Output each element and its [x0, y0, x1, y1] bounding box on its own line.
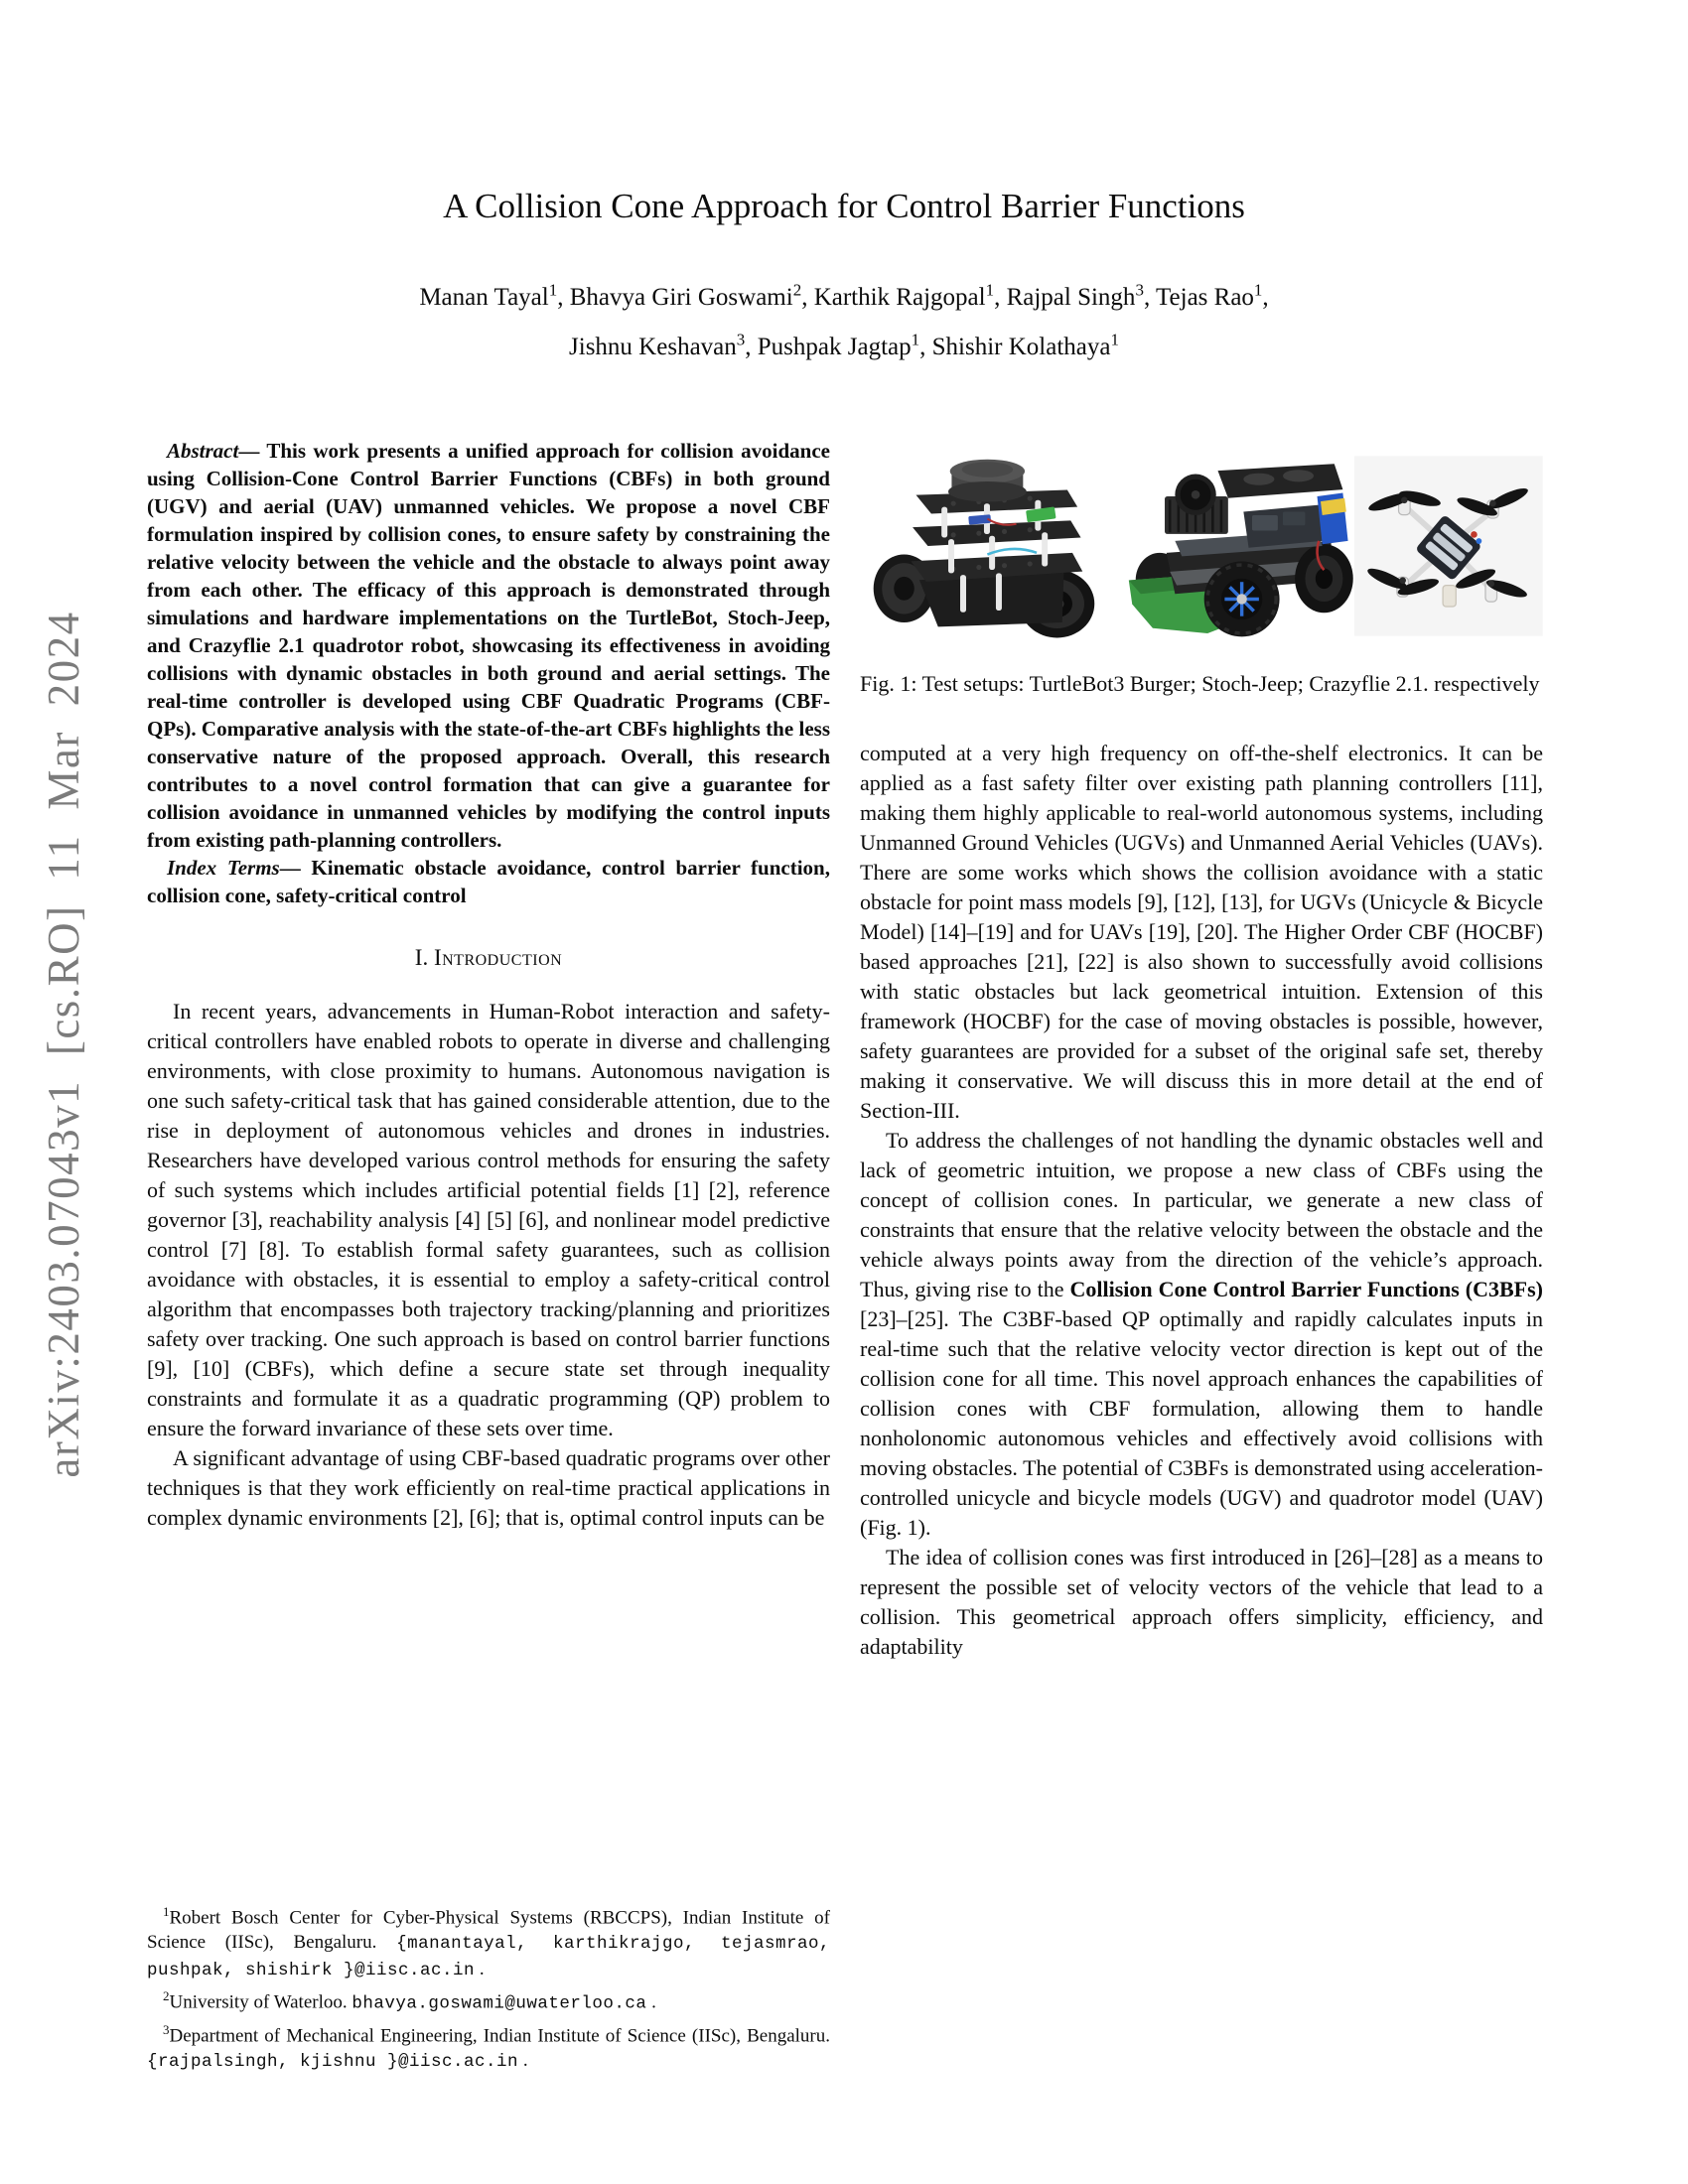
author-affiliation-superscript: 1	[911, 330, 920, 349]
figure-1-caption: Fig. 1: Test setups: TurtleBot3 Burger; Stoch-Jeep; Crazyflie 2.1. respectively	[860, 671, 1540, 696]
abstract-label: Abstract	[167, 439, 239, 463]
figure-1	[860, 437, 1543, 699]
crazyflie-2-1-image	[1354, 437, 1543, 655]
author-affiliation-superscript: 3	[1135, 281, 1144, 300]
c3bf-bold-phrase: Collision Cone Control Barrier Functions (C3BFs)	[1069, 1277, 1543, 1301]
stoch-jeep-image	[1115, 437, 1354, 655]
author-list	[0, 270, 1688, 368]
paper-title: A Collision Cone Approach for Control Barrier Functions	[443, 187, 1245, 225]
author-affiliation-superscript: 3	[736, 330, 746, 349]
footnote-3: $^3$Department of Mechanical Engineering, Indian Institute of Science (IISc), Bengaluru. {rajpalsingh, kjishnu }@iisc.ac.in .	[147, 2021, 830, 2072]
author-name: Jishnu Keshavan$^3$,	[569, 330, 758, 360]
author-name: Karthik Rajgopal$^1$,	[813, 281, 1007, 312]
right-paragraph-1: computed at a very high frequency on off-the-shelf electronics. It can be applied as a fast safety filter over existing path planning controllers [11], making them highly applicable to real-world autonomous systems, including Unmanned Ground Vehicles (UGVs) and Unmanned Aerial Vehicles (UAVs). There are some works which shows the collision avoidance with a static obstacle for point mass models [9], [12], [13], for UGVs (Unicycle & Bicycle Model) [14]–[19] and for UAVs [19], [20]. The Higher Order CBF (HOCBF) based approaches [21], [22] is also shown to successfully avoid collisions with static obstacles but lack geometrical intuition. Extension of this framework (HOCBF) for the case of moving obstacles is possible, however, safety guarantees are provided for a subset of the original safe set, thereby making it conservative. We will discuss this in more detail at the end of Section-III.	[860, 741, 1543, 1123]
author-affiliation-superscript: 1	[1110, 330, 1119, 349]
author-affiliation-superscript: 2	[792, 281, 802, 300]
intro-paragraph-1: In recent years, advancements in Human-Robot interaction and safety-critical controllers have enabled robots to operate in diverse and challenging environments, with close proximity to humans. Autonomous navigation is one such safety-critical task that has gained considerable attention, due to the rise in deployment of autonomous vehicles and drones in industries. Researchers have developed various control methods for ensuring the safety of such systems which includes artificial potential fields [1] [2], reference governor [3], reachability analysis [4] [5] [6], and nonlinear model predictive control [7] [8]. To establish formal safety guarantees, such as collision avoidance with obstacles, it is essential to employ a safety-critical control algorithm that encompasses both trajectory tracking/planning and prioritizes safety over tracking. One such approach is based on control barrier functions [9], [10] (CBFs), which define a secure state set through inequality constraints and formulate it as a quadratic programming (QP) problem to ensure the forward invariance of these sets over time.	[147, 999, 830, 1440]
index-terms	[147, 854, 830, 909]
author-name: Tejas Rao$^1$,	[1156, 281, 1269, 312]
footnote-text: University of Waterloo.	[169, 1991, 352, 2013]
footnote-email: bhavya.goswami@uwaterloo.ca	[352, 1993, 647, 2014]
author-name: Shishir Kolathaya$^1$	[931, 330, 1119, 360]
right-column	[860, 437, 1543, 2075]
author-affiliation-superscript: 1	[985, 281, 995, 300]
intro-paragraph-2: A significant advantage of using CBF-based quadratic programs over other techniques is that they work efficiently on real-time practical applications in complex dynamic environments [2], [6]; that is, optimal control inputs can be	[147, 1445, 830, 1530]
footnote-email: {rajpalsingh, kjishnu }@iisc.ac.in	[147, 2052, 519, 2072]
section-1-heading: I. Introduction	[414, 945, 563, 970]
footnotes	[147, 1899, 830, 2075]
turtlebot3-burger-image	[860, 437, 1115, 655]
abstract-text: — This work presents a unified approach for collision avoidance using Collision-Cone Control Barrier Functions (CBFs) in both ground (UGV) and aerial (UAV) unmanned vehicles. We propose a novel CBF formulation inspired by collision cones, to ensure safety by constraining the relative velocity between the vehicle and the obstacle to always point away from each other. The efficacy of this approach is demonstrated through simulations and hardware implementations on the TurtleBot, Stoch-Jeep, and Crazyflie 2.1 quadrotor robot, showcasing its effectiveness in avoiding collisions with dynamic obstacles in both ground and aerial settings. The real-time controller is developed using CBF Quadratic Programs (CBF-QPs). Comparative analysis with the state-of-the-art CBFs highlights the less conservative nature of the proposed approach. Overall, this research contributes to a novel control formation that can give a guarantee for collision avoidance in unmanned vehicles by modifying the control inputs from existing path-planning controllers.	[147, 439, 830, 852]
footnote-email: {manantayal, karthikrajgo, tejasmrao, pushpak, shishirk }@iisc.ac.in	[147, 1934, 830, 1981]
footnote-marker: 1	[163, 1904, 170, 1920]
index-terms-label: Index Terms	[167, 856, 280, 880]
left-column	[147, 437, 830, 2075]
footnote-1: $^1$Robert Bosch Center for Cyber-Physical Systems (RBCCPS), Indian Institute of Science (IISc), Bengaluru. {manantayal, karthikrajgo, tejasmrao, pushpak, shishirk }@iisc.ac.in .	[147, 1904, 830, 1981]
footnote-marker: 2	[163, 1988, 170, 2004]
paper-header	[0, 187, 1688, 368]
index-terms-text: — Kinematic obstacle avoidance, control barrier function, collision cone, safety-critical control	[147, 856, 830, 907]
arxiv-watermark: arXiv:2403.07043v1 [cs.RO] 11 Mar 2024	[39, 611, 88, 1478]
footnote-2: $^2$University of Waterloo. bhavya.goswami@uwaterloo.ca .	[163, 1988, 656, 2014]
footnote-marker: 3	[163, 2021, 170, 2037]
author-affiliation-superscript: 1	[1253, 281, 1263, 300]
author-name: Bhavya Giri Goswami$^2$,	[569, 281, 814, 312]
author-name: Manan Tayal$^1$,	[419, 281, 570, 312]
footnote-text: Department of Mechanical Engineering, Indian Institute of Science (IISc), Bengaluru.	[169, 2025, 830, 2046]
author-name: Rajpal Singh$^3$,	[1006, 281, 1156, 312]
abstract	[147, 437, 830, 854]
right-paragraph-3: The idea of collision cones was first introduced in [26]–[28] as a means to represent the possible set of velocity vectors of the vehicle that lead to a collision. This geometrical approach offers simplicity, efficiency, and adaptability	[860, 1545, 1543, 1659]
author-line-1	[0, 270, 1688, 319]
author-affiliation-superscript: 1	[548, 281, 558, 300]
footnote-text: Robert Bosch Center for Cyber-Physical Systems (RBCCPS), Indian Institute of Science (IISc), Bengaluru.	[147, 1907, 830, 1954]
figure-1-images	[860, 437, 1543, 655]
author-name: Pushpak Jagtap$^1$,	[757, 330, 932, 360]
right-paragraph-2: To address the challenges of not handling the dynamic obstacles well and lack of geometric intuition, we propose a new class of CBFs using the concept of collision cones. In particular, we generate a new class of constraints that ensure that the relative velocity between the obstacle and the vehicle always points away from the direction of the vehicle’s approach. Thus, giving rise to the Collision Cone Control Barrier Functions (C3BFs) [23]–[25]. The C3BF-based QP optimally and rapidly calculates inputs in real-time such that the relative velocity vector direction is kept out of the collision cone for all time. This novel approach enhances the capabilities of collision cones with CBF formulation, allowing them to handle nonholonomic autonomous vehicles and effectively avoid collisions with moving obstacles. The potential of C3BFs is demonstrated using acceleration-controlled unicycle and bicycle models (UGV) and quadrotor model (UAV) (Fig. 1).	[860, 1128, 1543, 1540]
two-column-body	[147, 437, 1543, 2075]
author-line-2	[0, 319, 1688, 367]
